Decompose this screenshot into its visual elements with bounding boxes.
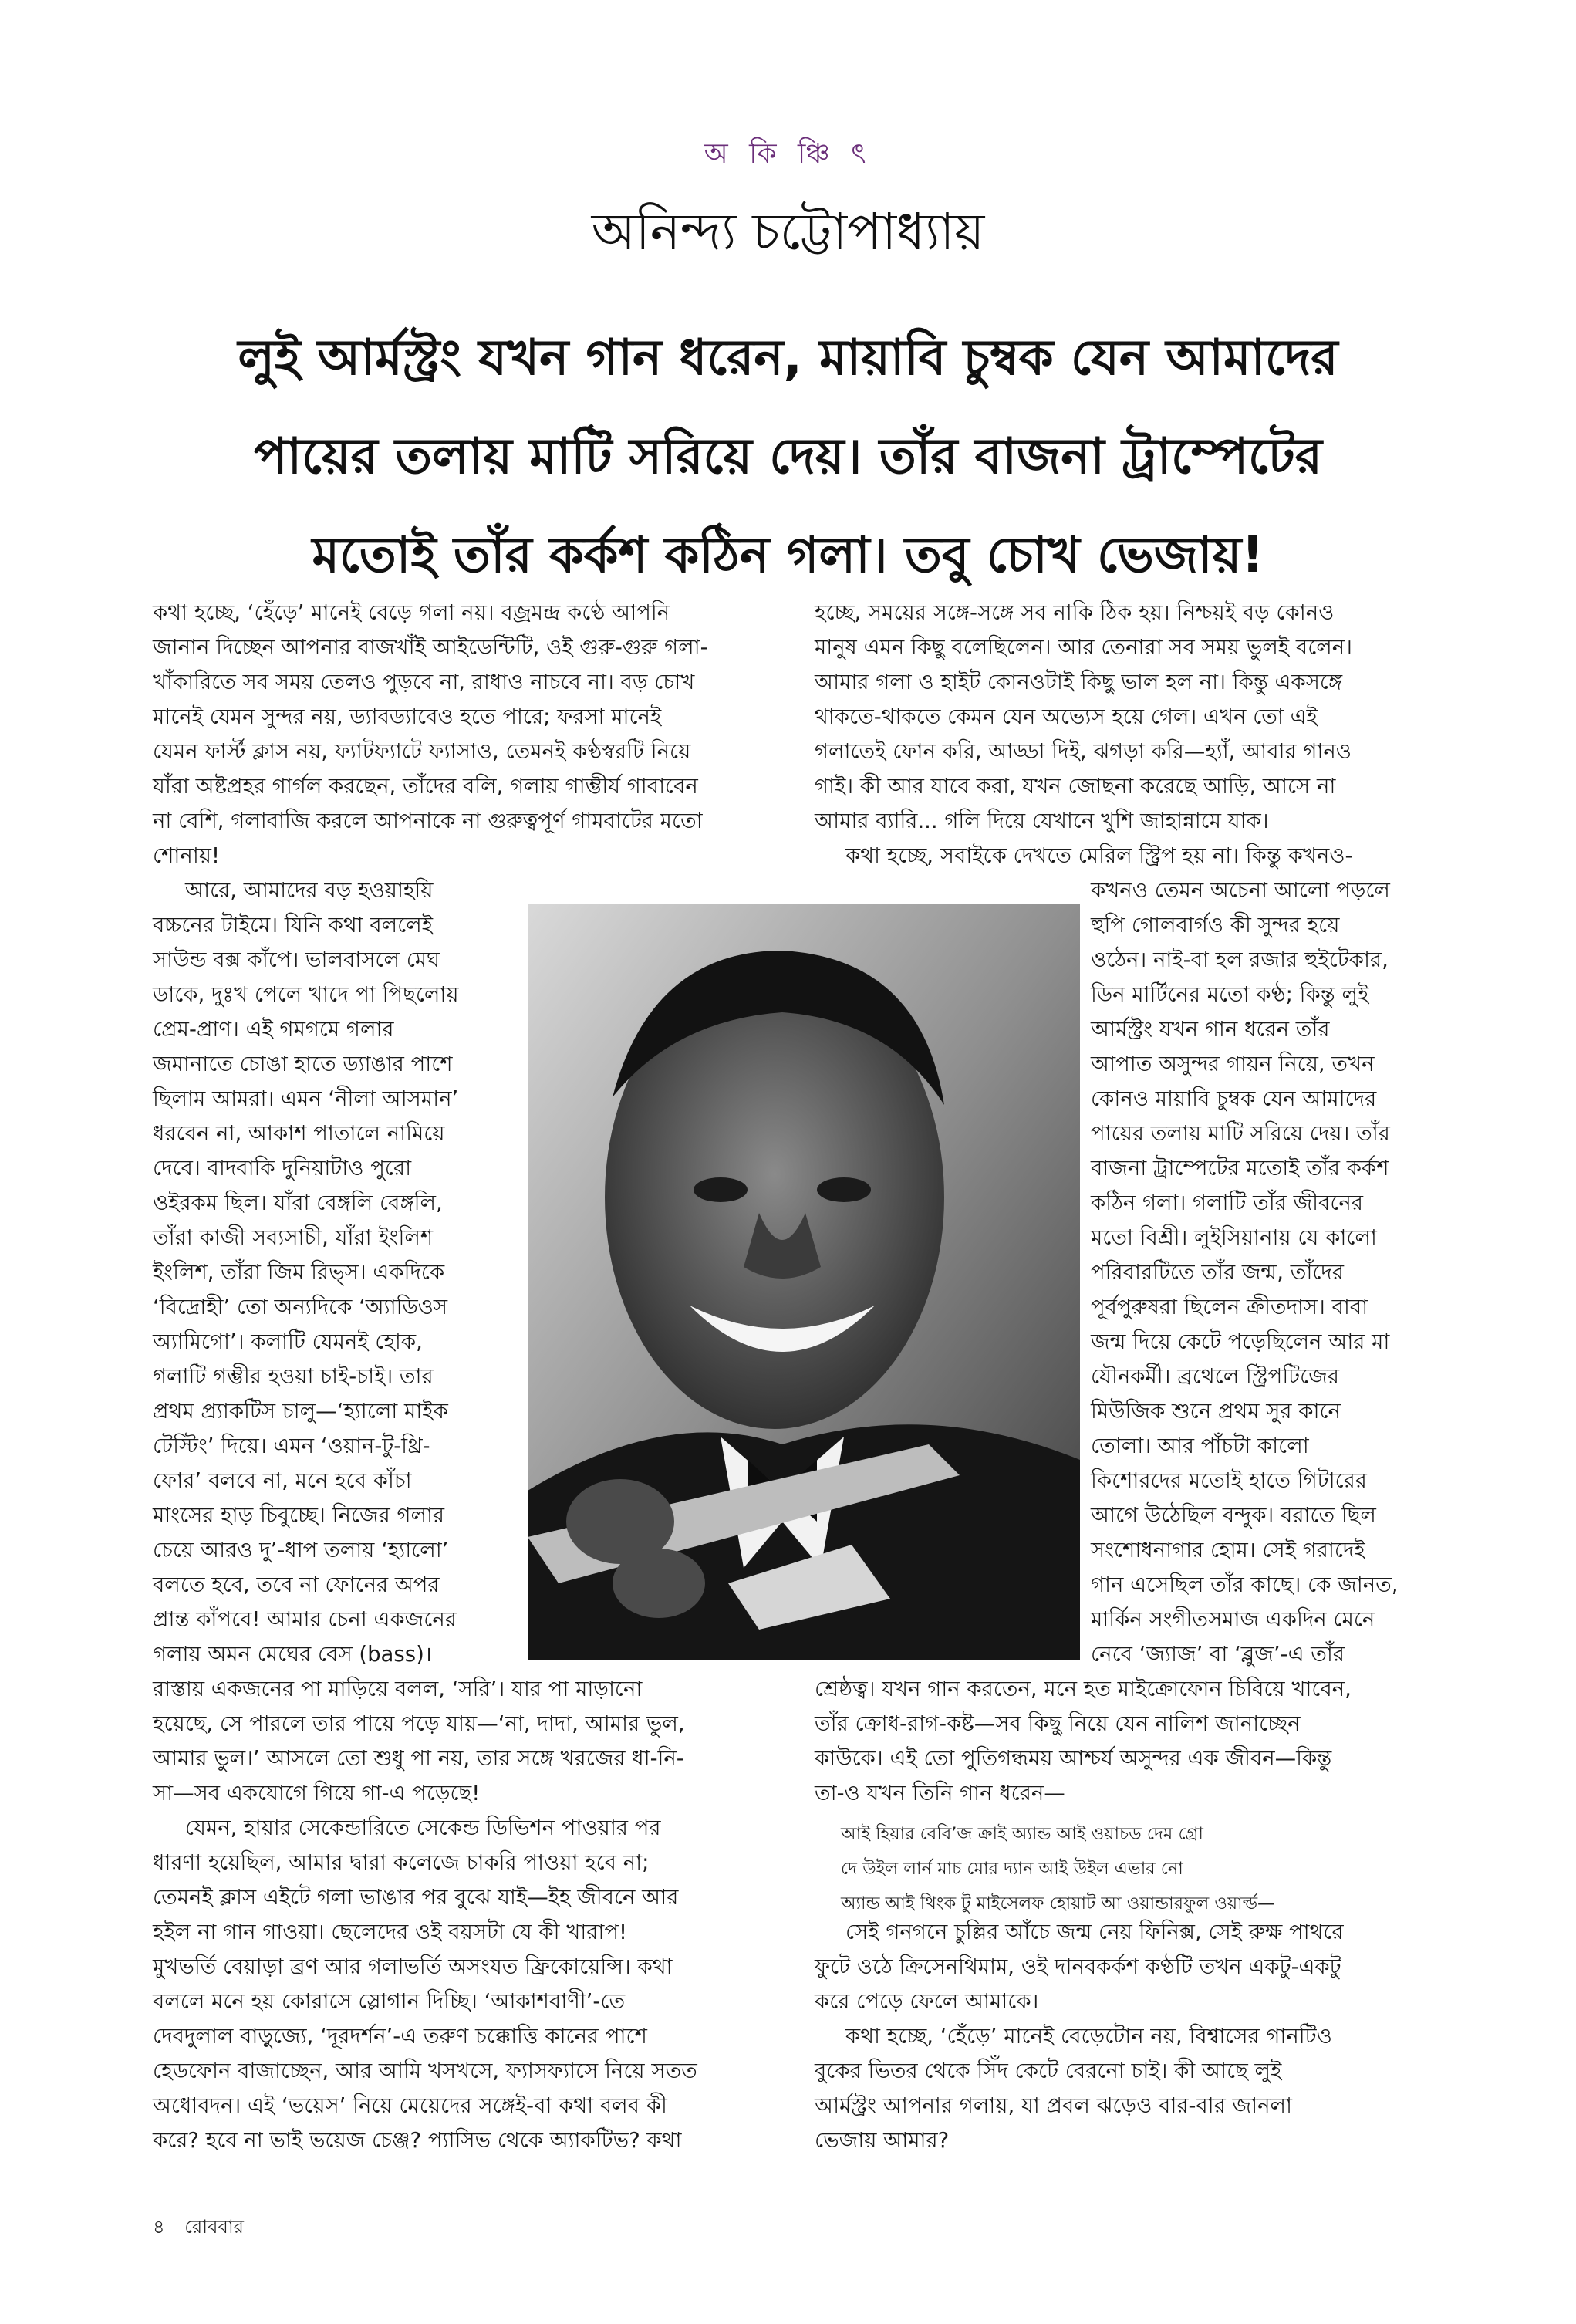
body-line: গান এসেছিল তাঁর কাছে। কে জানত,: [1091, 1572, 1399, 1597]
body-line: আমার ব্যারি... গলি দিয়ে যেখানে খুশি জাহান্নামে যাক।: [815, 809, 1269, 833]
body-line: তাঁর ক্রোধ-রাগ-কষ্ট—সব কিছু নিয়ে যেন নালিশ জানাচ্ছেন: [815, 1711, 1301, 1736]
magazine-name: রোববার: [184, 2216, 244, 2238]
body-line: ফোর’ বলবে না, মনে হবে কাঁচা: [153, 1468, 412, 1493]
body-line: সেই গনগনে চুল্লির আঁচে জন্ম নেয় ফিনিক্স, সেই রুক্ষ পাথরে: [845, 1920, 1344, 1944]
body-line: প্রথম প্র্যাকটিস চালু—‘হ্যালো মাইক: [153, 1399, 448, 1424]
body-line: বচ্চনের টাইমে। যিনি কথা বললেই: [153, 913, 433, 937]
body-line: হচ্ছে, সময়ের সঙ্গে-সঙ্গে সব নাকি ঠিক হয়। নিশ্চয়ই বড় কোনও: [815, 600, 1335, 625]
body-line: ধরবেন না, আকাশ পাতালে নামিয়ে: [153, 1121, 445, 1146]
body-line: খাঁকারিতে সব সময় তেলও পুড়বে না, রাধাও নাচবে না। বড় চোখ: [153, 670, 695, 694]
body-line: ইংলিশ, তাঁরা জিম রিভ্স। একদিকে: [153, 1260, 445, 1285]
body-line: ছিলাম আমরা। এমন ‘নীলা আসমান’: [153, 1086, 459, 1111]
body-line: তাঁরা কাজী সব্যসাচী, যাঁরা ইংলিশ: [153, 1225, 434, 1250]
body-line: হুপি গোলবার্গও কী সুন্দর হয়ে: [1091, 913, 1340, 937]
body-line: তোলা। আর পাঁচটা কালো: [1091, 1434, 1309, 1458]
body-line: পায়ের তলায় মাটি সরিয়ে দেয়। তাঁর: [1091, 1121, 1390, 1146]
headline-line: মতোই তাঁর কর্কশ কঠিন গলা। তবু চোখ ভেজায়!: [312, 527, 1264, 584]
body-line: কাউকে। এই তো পুতিগন্ধময় আশ্চর্য অসুন্দর এক জীবন—কিন্তু: [815, 1746, 1332, 1771]
body-line: প্রান্ত কাঁপবে! আমার চেনা একজনের: [153, 1607, 457, 1632]
body-line: টেস্টিং’ দিয়ে। এমন ‘ওয়ান-টু-থ্রি-: [153, 1434, 430, 1458]
body-line: বললে মনে হয় কোরাসে স্লোগান দিচ্ছি। ‘আকাশবাণী’-তে: [153, 1989, 626, 2014]
body-line: যৌনকর্মী। ব্রথেলে স্ট্রিপটিজের: [1091, 1364, 1339, 1389]
body-line: অধোবদন। এই ‘ভয়েস’ নিয়ে মেয়েদের সঙ্গেই-বা কথা বলব কী: [153, 2093, 667, 2118]
headline: [116, 309, 1460, 605]
author-name: অনিন্দ্য চট্টোপাধ্যায়: [591, 202, 985, 262]
headline-line: পায়ের তলায় মাটি সরিয়ে দেয়। তাঁর বাজনা ট্রাম্পেটের: [254, 428, 1322, 485]
page-number: ৪: [153, 2216, 165, 2238]
body-line: যেমন, হায়ার সেকেন্ডারিতে সেকেন্ড ডিভিশন পাওয়ার পর: [185, 1816, 661, 1840]
body-line: কিশোরদের মতোই হাতে গিটারের: [1091, 1468, 1367, 1493]
body-line: জানান দিচ্ছেন আপনার বাজখাঁই আইডেন্টিটি, ওই গুরু-গুরু গলা-: [153, 635, 708, 660]
body-line: কখনও তেমন অচেনা আলো পড়লে: [1091, 878, 1390, 903]
body-line: আপাত অসুন্দর গায়ন নিয়ে, তখন: [1091, 1052, 1375, 1076]
portrait-photo: [528, 904, 1080, 1660]
body-line: শ্রেষ্ঠত্ব। যখন গান করতেন, মনে হত মাইক্রোফোন চিবিয়ে খাবেন,: [815, 1677, 1352, 1701]
body-line: মতো বিশ্রী। লুইসিয়ানায় যে কালো: [1091, 1225, 1377, 1250]
body-line: মাংসের হাড় চিবুচ্ছে। নিজের গলার: [153, 1503, 445, 1528]
body-line: দেবে। বাদবাকি দুনিয়াটাও পুরো: [153, 1156, 412, 1181]
body-line: ওঠেন। নাই-বা হল রজার হুইটেকার,: [1091, 948, 1389, 972]
body-line: ডিন মার্টিনের মতো কণ্ঠ; কিন্তু লুই: [1091, 982, 1369, 1007]
body-line: কোনও মায়াবি চুম্বক যেন আমাদের: [1091, 1086, 1377, 1111]
body-line: আর্মস্ট্রং যখন গান ধরেন তাঁর: [1091, 1017, 1330, 1042]
body-line: পূর্বপুরুষরা ছিলেন ক্রীতদাস। বাবা: [1091, 1295, 1368, 1319]
body-line: তেমনই ক্লাস এইটে গলা ভাঙার পর বুঝে যাই—ইহ জীবনে আর: [153, 1885, 679, 1910]
body-line: পরিবারটিতে তাঁর জন্ম, তাঁদের: [1091, 1260, 1344, 1285]
portrait-photo-icon: [528, 904, 1080, 1660]
body-line: জমানাতে চোঙা হাতে ড্যাঙার পাশে: [153, 1052, 453, 1076]
body-line: থাকতে-থাকতে কেমন যেন অভ্যেস হয়ে গেল। এখন তো এই: [815, 704, 1318, 729]
body-line: সা—সব একযোগে গিয়ে গা-এ পড়েছে!: [153, 1781, 481, 1805]
body-line: সংশোধনাগার হোম। সেই গরাদেই: [1091, 1538, 1365, 1562]
lyric-line: অ্যান্ড আই থিংক টু মাইসেলফ হোয়াট আ ওয়ান্ডারফুল ওয়ার্ল্ড—: [841, 1893, 1275, 1914]
body-line: রাস্তায় একজনের পা মাড়িয়ে বলল, ‘সরি’। যার পা মাড়ানো: [153, 1677, 643, 1701]
body-line: শোনায়!: [153, 843, 221, 868]
body-line: জন্ম দিয়ে কেটে পড়েছিলেন আর মা: [1091, 1329, 1390, 1354]
body-line: করে পেড়ে ফেলে আমাকে।: [815, 1989, 1039, 2014]
body-line: মুখভর্তি বেয়াড়া ব্রণ আর গলাভর্তি অসংযত ফ্রিকোয়েন্সি। কথা: [153, 1954, 673, 1979]
body-line: গলাতেই ফোন করি, আড্ডা দিই, ঝগড়া করি—হ্যাঁ, আবার গানও: [815, 739, 1352, 764]
headline-line: লুই আর্মস্ট্রং যখন গান ধরেন, মায়াবি চুম্বক যেন আমাদের: [238, 329, 1338, 387]
body-line: অ্যামিগো’। কলাটি যেমনই হোক,: [153, 1329, 423, 1354]
body-line: ভেজায় আমার?: [815, 2128, 950, 2153]
body-line: করে? হবে না ভাই ভয়েজ চেঞ্জ? প্যাসিভ থেকে অ্যাকটিভ? কথা: [153, 2128, 682, 2153]
body-line: কথা হচ্ছে, ‘হেঁড়ে’ মানেই বেড়ে গলা নয়। বজ্রমন্দ্র কণ্ঠে আপনি: [153, 600, 670, 625]
body-line: হয়েছে, সে পারলে তার পায়ে পড়ে যায়—‘না, দাদা, আমার ভুল,: [153, 1711, 685, 1736]
body-line: নেবে ‘জ্যাজ’ বা ‘ব্লুজ’-এ তাঁর: [1091, 1642, 1345, 1667]
page-footer: [153, 2213, 244, 2244]
body-line: যেমন ফার্স্ট ক্লাস নয়, ফ্যাটফ্যাটে ফ্যাসাও, তেমনই কণ্ঠস্বরটি নিয়ে: [153, 739, 691, 764]
body-line: চেয়ে আরও দু’-ধাপ তলায় ‘হ্যালো’: [153, 1538, 449, 1562]
body-line: মানেই যেমন সুন্দর নয়, ড্যাবড্যাবেও হতে পারে; ফরসা মানেই: [153, 704, 662, 729]
body-line: মার্কিন সংগীতসমাজ একদিন মেনে: [1091, 1607, 1375, 1632]
body-line: কথা হচ্ছে, ‘হেঁড়ে’ মানেই বেড়েটোন নয়, বিশ্বাসের গানটিও: [845, 2024, 1332, 2049]
body-line: দেবদুলাল বাড়ুজ্যে, ‘দূরদর্শন’-এ তরুণ চক্কোত্তি কানের পাশে: [153, 2024, 647, 2049]
body-line: প্রেম-প্রাণ। এই গমগমে গলার: [153, 1017, 394, 1042]
lyric-line: আই হিয়ার বেবি’জ ক্রাই অ্যান্ড আই ওয়াচড দেম গ্রো: [841, 1824, 1203, 1844]
body-line: আগে উঠেছিল বন্দুক। বরাতে ছিল: [1091, 1503, 1376, 1528]
body-line: মানুষ এমন কিছু বলেছিলেন। আর তেনারা সব সময় ভুলই বলেন।: [815, 635, 1353, 660]
body-line: তা-ও যখন তিনি গান ধরেন—: [815, 1781, 1065, 1805]
body-line: গাই। কী আর যাবে করা, যখন জোছনা করেছে আড়ি, আসে না: [815, 774, 1336, 799]
body-line: যাঁরা অষ্টপ্রহর গার্গল করছেন, তাঁদের বলি, গলায় গাম্ভীর্য গাবাবেন: [153, 774, 698, 799]
body-line: না বেশি, গলাবাজি করলে আপনাকে না গুরুত্বপূর্ণ গামবাটের মতো: [153, 809, 703, 833]
body-line: মিউজিক শুনে প্রথম সুর কানে: [1091, 1399, 1341, 1424]
body-line: ‘বিদ্রোহী’ তো অন্যদিকে ‘অ্যাডিওস: [153, 1295, 448, 1319]
lyric-line: দে উইল লার্ন মাচ মোর দ্যান আই উইল এভার নো: [841, 1859, 1183, 1879]
body-line: বলতে হবে, তবে না ফোনের অপর: [153, 1572, 440, 1597]
body-line: আমার গলা ও হাইট কোনওটাই কিছু ভাল হল না। কিন্তু একসঙ্গে: [815, 670, 1343, 694]
series-label: অ কি ঞ্চি ৎ: [704, 138, 872, 170]
body-line: ধারণা হয়েছিল, আমার দ্বারা কলেজে চাকরি পাওয়া হবে না;: [153, 1850, 650, 1875]
body-line: ডাকে, দুঃখ পেলে খাদে পা পিছলোয়: [153, 982, 459, 1007]
body-line: সাউন্ড বক্স কাঁপে। ভালবাসলে মেঘ: [153, 948, 440, 972]
body-line: ফুটে ওঠে ক্রিসেনথিমাম, ওই দানবকর্কশ কণ্ঠটি তখন একটু-একটু: [815, 1954, 1341, 1979]
body-line: হইল না গান গাওয়া। ছেলেদের ওই বয়সটা যে কী খারাপ!: [153, 1920, 628, 1944]
body-line: ওইরকম ছিল। যাঁরা বেঙ্গলি বেঙ্গলি,: [153, 1191, 443, 1215]
body-line: কথা হচ্ছে, সবাইকে দেখতে মেরিল স্ট্রিপ হয় না। কিন্তু কখনও-: [845, 843, 1353, 868]
body-line: আরে, আমাদের বড় হওয়াহয়ি: [185, 878, 434, 903]
body-line: গলাটি গম্ভীর হওয়া চাই-চাই। তার: [153, 1364, 434, 1389]
body-line: আমার ভুল।’ আসলে তো শুধু পা নয়, তার সঙ্গে খরজের ধা-নি-: [153, 1746, 684, 1771]
body-line: কঠিন গলা। গলাটি তাঁর জীবনের: [1091, 1191, 1363, 1215]
body-line: গলায় অমন মেঘের বেস (bass)।: [153, 1642, 433, 1667]
body-line: বুকের ভিতর থেকে সিঁদ কেটে বেরনো চাই। কী আছে লুই: [815, 2059, 1282, 2083]
body-line: আর্মস্ট্রং আপনার গলায়, যা প্রবল ঝড়েও বার-বার জানলা: [815, 2093, 1292, 2118]
body-line: বাজনা ট্রাম্পেটের মতোই তাঁর কর্কশ: [1091, 1156, 1389, 1181]
body-line: হেডফোন বাজাচ্ছেন, আর আমি খসখসে, ফ্যাসফ্যাসে নিয়ে সতত: [153, 2059, 697, 2083]
